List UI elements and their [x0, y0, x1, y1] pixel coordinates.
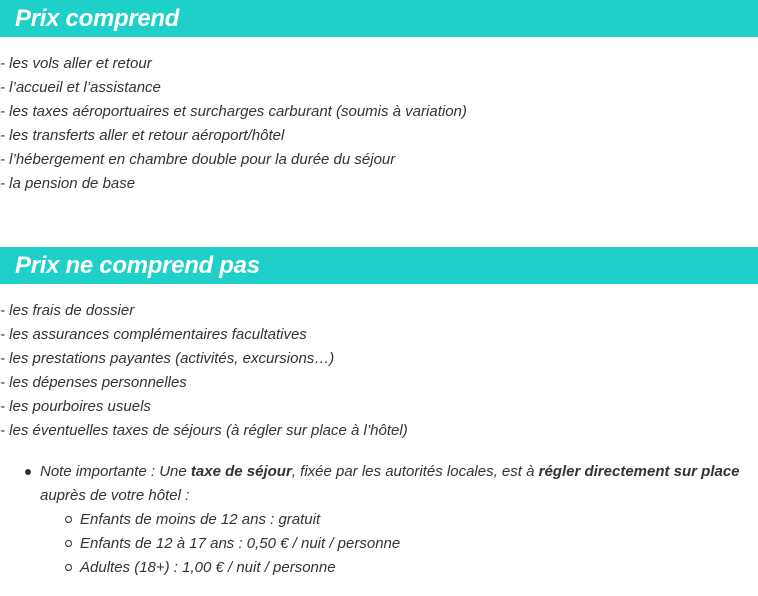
section-banner-included: [0, 0, 758, 37]
list-item: [40, 556, 758, 580]
included-list: [0, 52, 467, 196]
rate-text: Enfants de moins de 12 ans : gratuit: [80, 511, 321, 528]
list-item: - l’hébergement en chambre double pour la durée du séjour: [0, 151, 396, 168]
list-item: - les pourboires usuels: [0, 398, 151, 415]
section-banner-not-included: [0, 247, 758, 284]
list-item: - les frais de dossier: [0, 302, 135, 319]
note-end: auprès de votre hôtel :: [40, 487, 190, 504]
note-mid: , fixée par les autorités locales, est à: [291, 463, 539, 480]
circle-bullet-icon: [65, 540, 72, 547]
list-item: [40, 532, 758, 556]
list-item: - les transferts aller et retour aéroport/hôtel: [0, 127, 285, 144]
list-item: - l’accueil et l’assistance: [0, 79, 161, 96]
not-included-list: [0, 299, 408, 443]
list-item: - les prestations payantes (activités, excursions…): [0, 350, 335, 367]
list-item: - la pension de base: [0, 175, 136, 192]
important-note: [40, 460, 758, 580]
circle-bullet-icon: [65, 516, 72, 523]
bullet-icon: [25, 469, 31, 475]
note-bold-pay: régler directement sur place: [538, 463, 740, 480]
list-item: - les éventuelles taxes de séjours (à régler sur place à l’hôtel): [0, 422, 408, 439]
tax-rates-list: [40, 508, 758, 580]
list-item: - les vols aller et retour: [0, 55, 152, 72]
list-item: [40, 508, 758, 532]
list-item: - les assurances complémentaires facultatives: [0, 326, 307, 343]
section-title-not-included: Prix ne comprend pas: [15, 252, 260, 279]
list-item: - les taxes aéroportuaires et surcharges carburant (soumis à variation): [0, 103, 467, 120]
list-item: - les dépenses personnelles: [0, 374, 187, 391]
rate-text: Enfants de 12 à 17 ans : 0,50 € / nuit / personne: [80, 535, 401, 552]
note-bold-tax: taxe de séjour: [190, 463, 292, 480]
note-text: [40, 460, 758, 508]
note-intro: Note importante : Une: [40, 463, 191, 480]
circle-bullet-icon: [65, 564, 72, 571]
rate-text: Adultes (18+) : 1,00 € / nuit / personne: [80, 559, 336, 576]
section-title-included: Prix comprend: [15, 5, 180, 32]
